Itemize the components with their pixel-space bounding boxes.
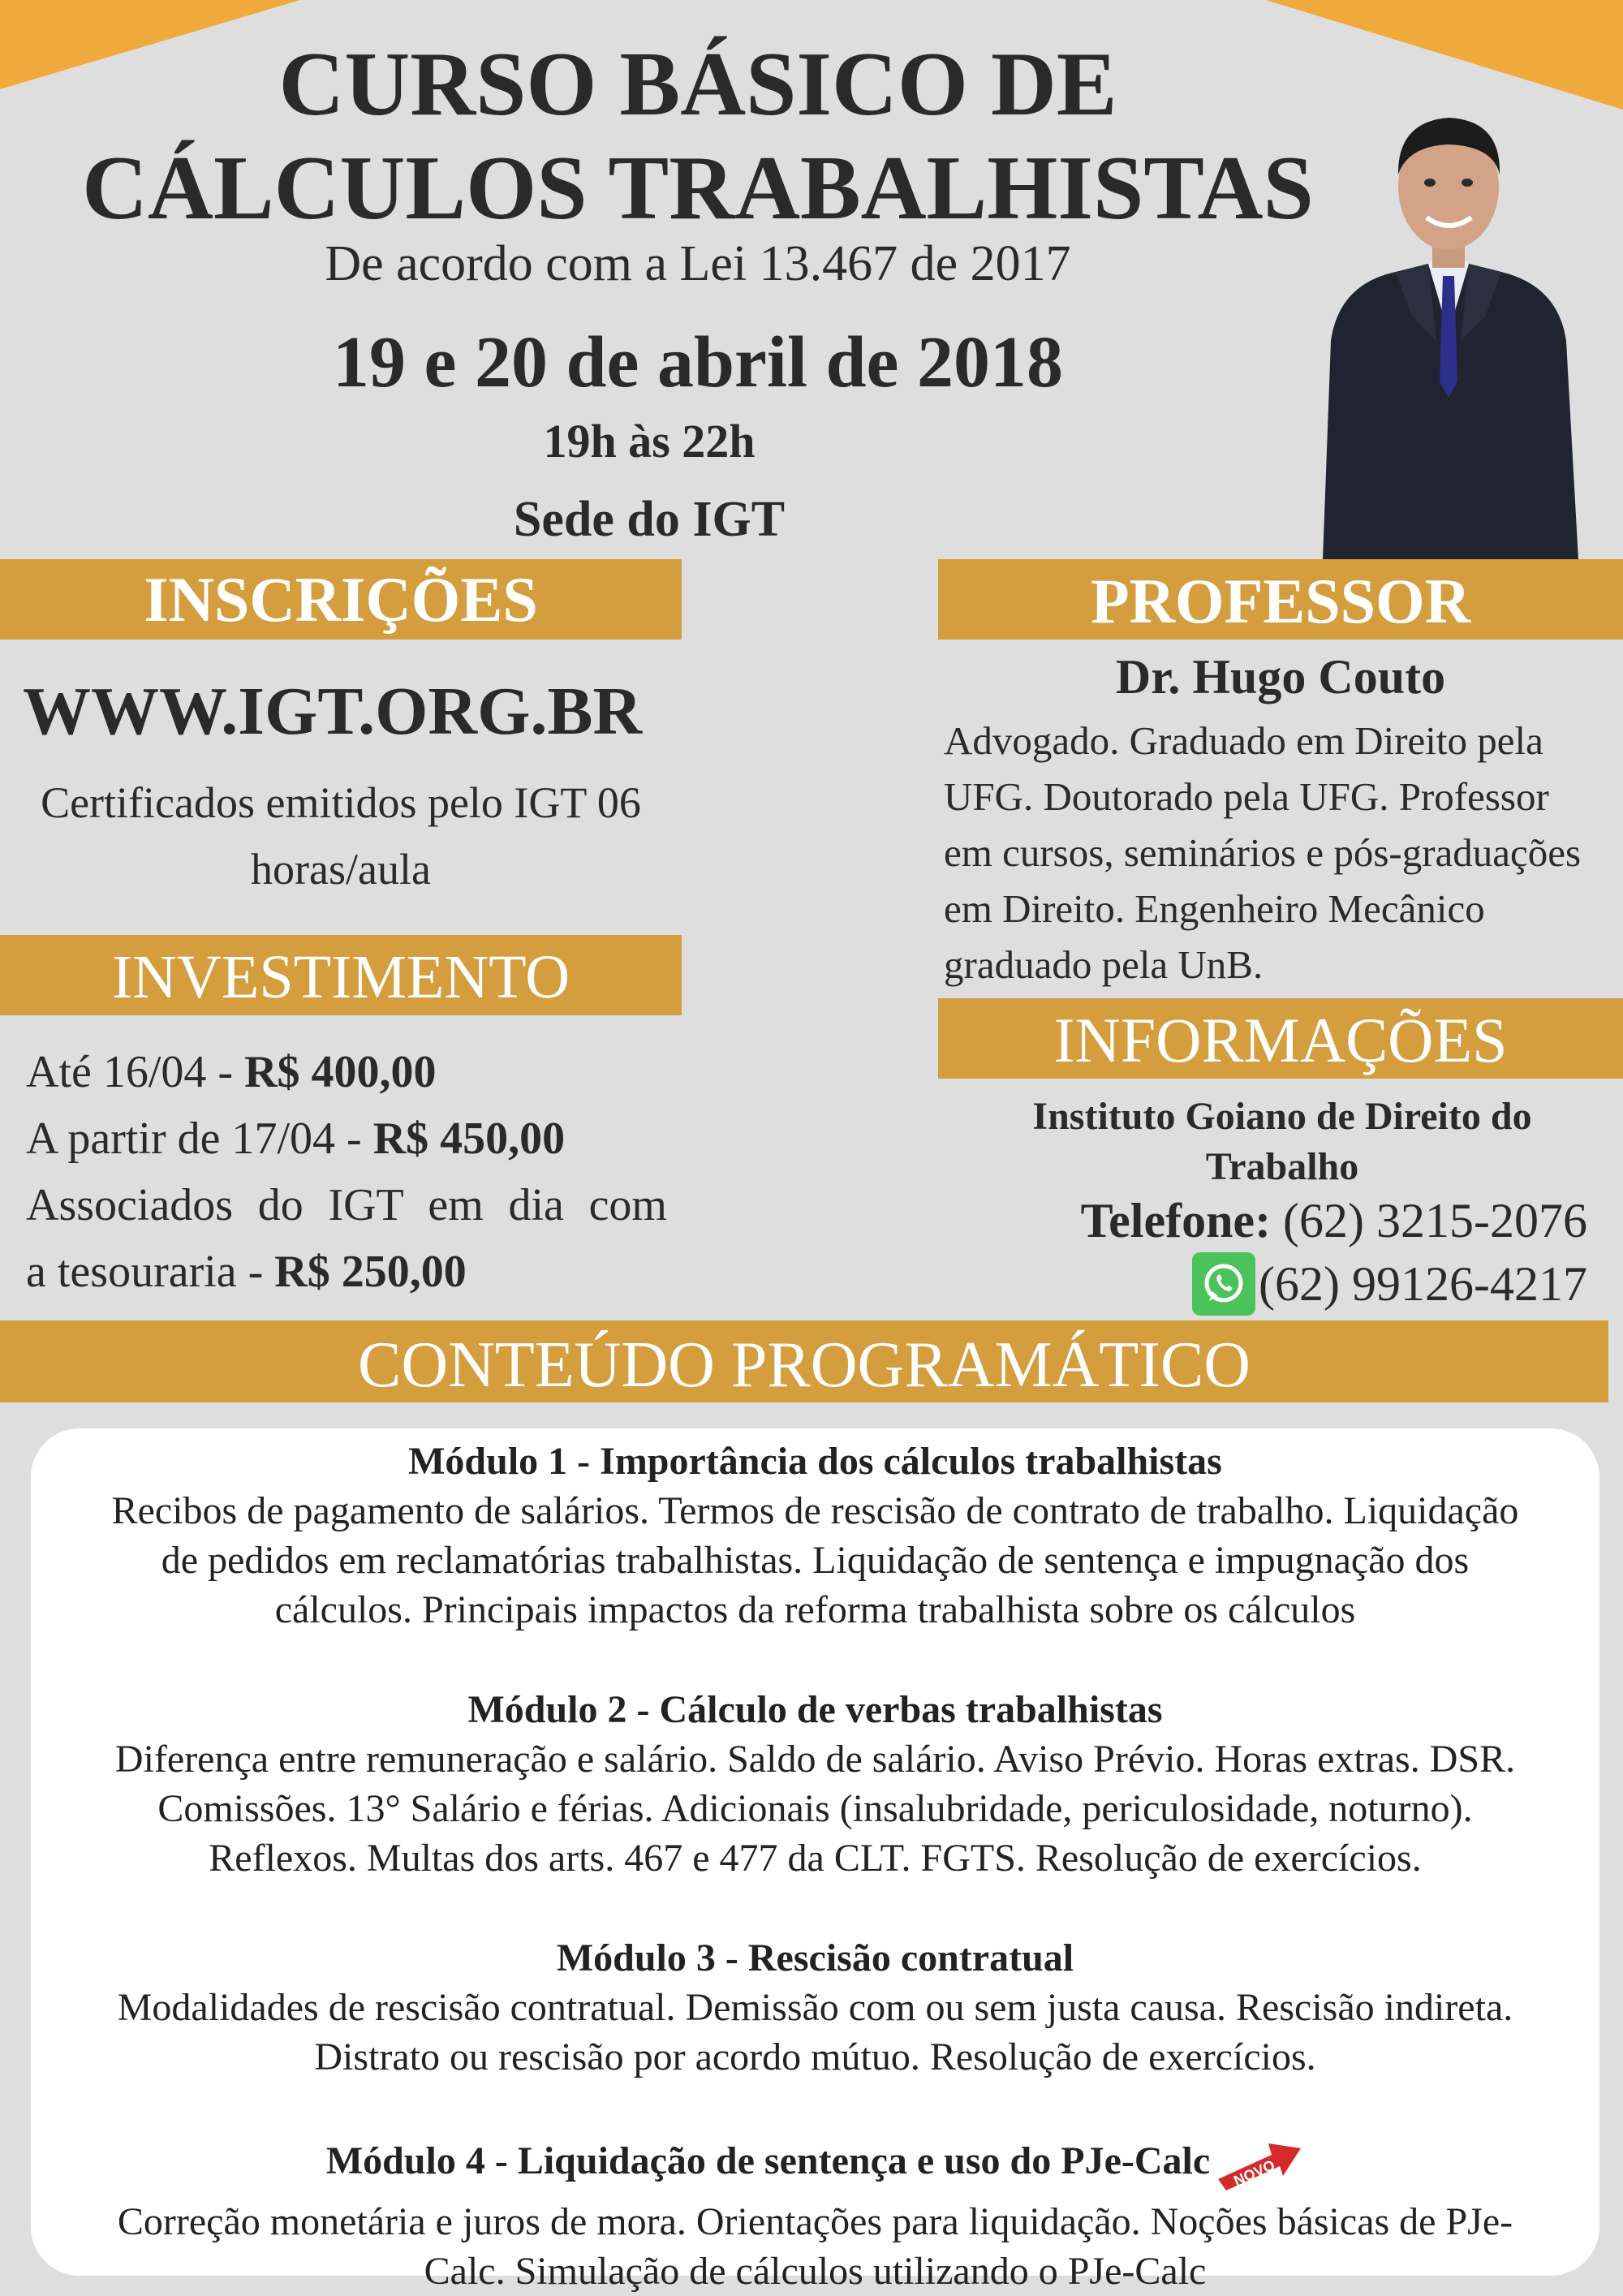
professor-photo <box>1307 73 1586 560</box>
whatsapp-icon <box>1192 1252 1255 1316</box>
course-venue: Sede do IGT <box>513 492 786 547</box>
section-bar-inscricoes: INSCRIÇÕES <box>0 559 682 640</box>
certificate-line-2: horas/aula <box>251 845 431 894</box>
professor-bio <box>944 713 1619 993</box>
certificate-line-1: Certificados emitidos pelo IGT 06 <box>41 778 641 827</box>
institute-line-1: Instituto Goiano de Direito do <box>1032 1095 1532 1138</box>
module-title: Módulo 2 - Cálculo de verbas trabalhistas <box>467 1688 1163 1731</box>
module-2 <box>31 1685 1599 1883</box>
section-bar-professor: PROFESSOR <box>938 559 1623 640</box>
module-1 <box>31 1437 1599 1635</box>
subtitle: De acordo com a Lei 13.467 de 2017 <box>325 236 1071 291</box>
pricing-list <box>26 1039 667 1305</box>
section-bar-conteudo: CONTEÚDO PROGRAMÁTICO <box>0 1320 1608 1402</box>
module-text: Reflexos. Multas dos arts. 467 e 477 da CLT. FGTS. Resolução de exercícios. <box>209 1837 1422 1880</box>
course-date: 19 e 20 de abril de 2018 <box>333 322 1063 403</box>
module-text: de pedidos em reclamatórias trabalhistas. Liquidação de sentença e impugnação dos <box>161 1539 1470 1582</box>
module-text: Distrato ou rescisão por acordo mútuo. Resolução de exercícios. <box>314 2035 1316 2078</box>
whatsapp-number: (62) 99126-4217 <box>1259 1256 1587 1311</box>
module-text: Correção monetária e juros de mora. Orientações para liquidação. Noções básicas de PJe- <box>117 2200 1513 2243</box>
title-line-1: CURSO BÁSICO DE <box>278 34 1117 135</box>
course-time: 19h às 22h <box>543 415 756 467</box>
module-title: Módulo 4 - Liquidação de sentença e uso do PJe-Calc NOVO <box>31 2132 1599 2197</box>
module-list <box>31 1437 1599 2296</box>
price-value: R$ 450,00 <box>372 1114 566 1164</box>
bio-line: Advogado. Graduado em Direito pela <box>944 718 1543 763</box>
price-item: Até 16/04 - R$ 400,00 <box>26 1047 437 1097</box>
bio-line: graduado pela UnB. <box>944 942 1264 987</box>
module-text: Diferença entre remuneração e salário. Saldo de salário. Aviso Prévio. Horas extras. DSR. <box>114 1738 1516 1781</box>
module-text: cálculos. Principais impactos da reforma trabalhista sobre os cálculos <box>274 1588 1356 1631</box>
price-item: Associados do IGT em dia com <box>26 1180 667 1230</box>
bio-line: em Direito. Engenheiro Mecânico <box>944 886 1485 931</box>
phone-value: (62) 3215-2076 <box>1271 1194 1587 1247</box>
module-text: Calc. Simulação de cálculos utilizando o PJe-Calc <box>424 2250 1207 2293</box>
page-title <box>49 32 1347 240</box>
module-title: Módulo 1 - Importância dos cálculos trabalhistas <box>408 1440 1222 1483</box>
price-value: R$ 400,00 <box>244 1047 437 1097</box>
registration-website-link[interactable]: WWW.IGT.ORG.BR <box>23 674 643 749</box>
novo-badge-icon <box>1215 2132 1304 2197</box>
module-title: Módulo 3 - Rescisão contratual <box>556 1936 1074 1979</box>
professor-name: Dr. Hugo Couto <box>1115 650 1446 704</box>
price-value: R$ 250,00 <box>274 1247 467 1297</box>
institute-line-2: Trabalho <box>1205 1145 1359 1188</box>
title-line-2: CÁLCULOS TRABALHISTAS <box>82 138 1314 239</box>
price-item-continued: a tesouraria - R$ 250,00 <box>26 1247 467 1297</box>
module-text: Modalidades de rescisão contratual. Demissão com ou sem justa causa. Rescisão indireta. <box>117 1986 1513 2029</box>
module-4 <box>31 2132 1599 2296</box>
section-bar-informacoes: INFORMAÇÕES <box>938 998 1623 1079</box>
novo-badge-text: NOVO <box>1231 2156 1278 2190</box>
module-text: Comissões. 13° Salário e férias. Adicionais (insalubridade, periculosidade, noturno). <box>157 1787 1473 1830</box>
section-bar-investimento: INVESTIMENTO <box>0 935 682 1015</box>
certificate-info <box>0 769 682 902</box>
price-item: A partir de 17/04 - R$ 450,00 <box>26 1114 566 1164</box>
institute-name <box>974 1092 1591 1192</box>
module-3 <box>31 1933 1599 2082</box>
bio-line: UFG. Doutorado pela UFG. Professor <box>944 774 1549 819</box>
whatsapp-contact[interactable] <box>938 1252 1587 1316</box>
module-text: Recibos de pagamento de salários. Termos de rescisão de contrato de trabalho. Liquidação <box>111 1489 1519 1532</box>
phone-number[interactable] <box>938 1193 1587 1249</box>
bio-line: em cursos, seminários e pós-graduações <box>944 830 1582 875</box>
phone-label: Telefone: <box>1080 1194 1272 1247</box>
